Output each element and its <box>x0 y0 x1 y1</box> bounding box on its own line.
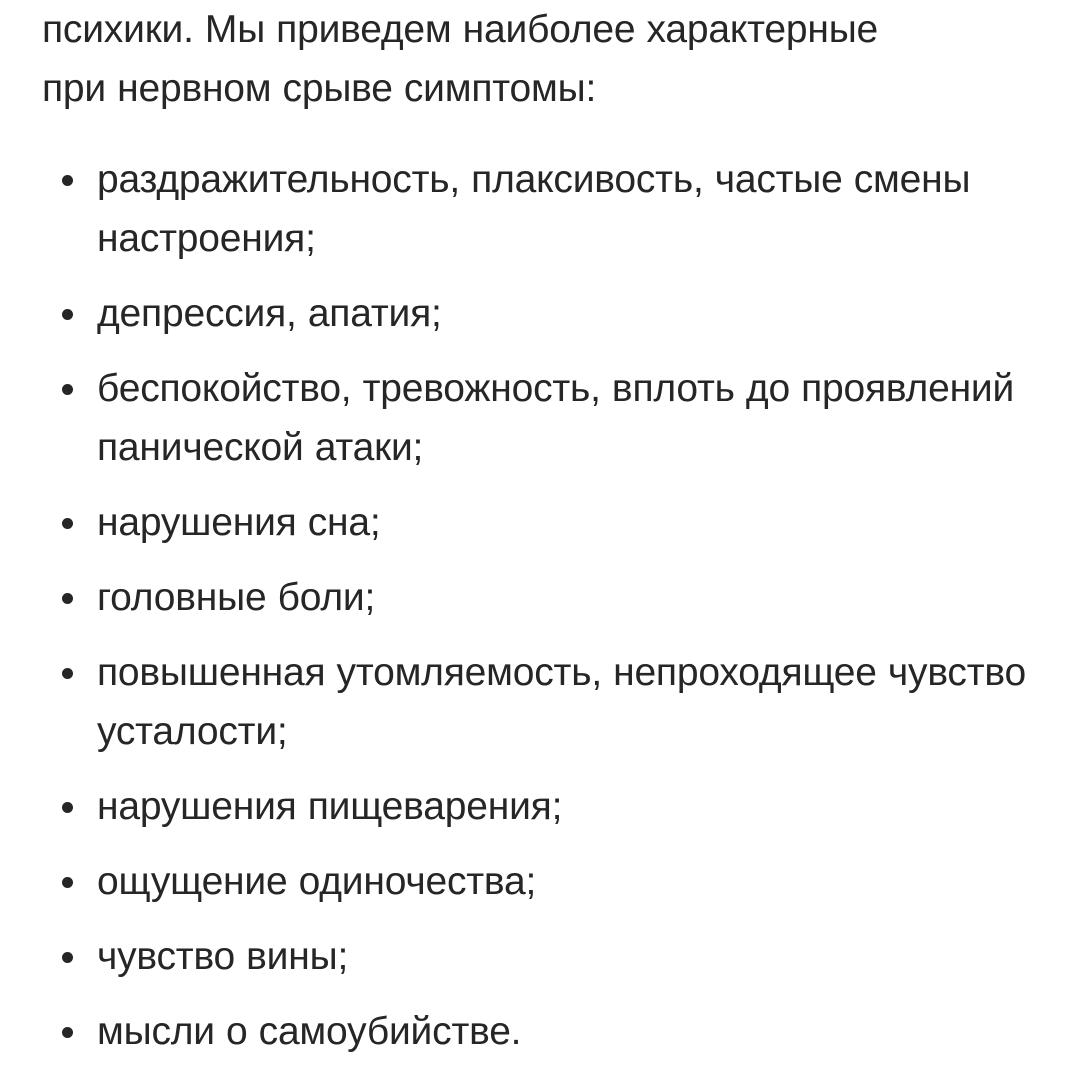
list-item-text: ощущение одиночества; <box>97 860 537 903</box>
list-item-text: чувство вины; <box>97 935 349 978</box>
bullet-icon <box>62 802 73 813</box>
intro-line-1: психики. Мы приведем наиболее характерные <box>42 8 879 51</box>
list-item-text: нарушения пищеварения; <box>97 785 563 828</box>
list-item <box>0 493 1052 552</box>
list-item-text: депрессия, апатия; <box>97 292 442 335</box>
list-item <box>0 359 1052 477</box>
bullet-icon <box>62 309 73 320</box>
list-item <box>0 643 1052 761</box>
list-item <box>0 927 1052 986</box>
list-item <box>0 150 1052 268</box>
bullet-icon <box>62 668 73 679</box>
bullet-icon <box>62 175 73 186</box>
bullet-icon <box>62 593 73 604</box>
bullet-icon <box>62 877 73 888</box>
intro-line-2: при нервном срыве симптомы: <box>42 67 597 110</box>
list-item-text: мысли о самоубийстве. <box>97 1010 522 1053</box>
bullet-icon <box>62 1027 73 1038</box>
list-item <box>0 777 1052 836</box>
list-item <box>0 568 1052 627</box>
list-item-text: нарушения сна; <box>97 501 381 544</box>
list-item-text: головные боли; <box>97 576 376 619</box>
intro-paragraph <box>42 0 1052 118</box>
bullet-icon <box>62 518 73 529</box>
list-item-text: повышенная утомляемость, непроходящее чувство усталости; <box>97 651 1026 753</box>
list-item-text: раздражительность, плаксивость, частые смены настроения; <box>97 158 971 260</box>
bullet-icon <box>62 384 73 395</box>
list-item <box>0 1002 1052 1061</box>
bullet-icon <box>62 952 73 963</box>
list-item <box>0 852 1052 911</box>
list-item-text: беспокойство, тревожность, вплоть до проявлений панической атаки; <box>97 367 1015 469</box>
symptom-list <box>0 150 1080 1061</box>
list-item <box>0 284 1052 343</box>
